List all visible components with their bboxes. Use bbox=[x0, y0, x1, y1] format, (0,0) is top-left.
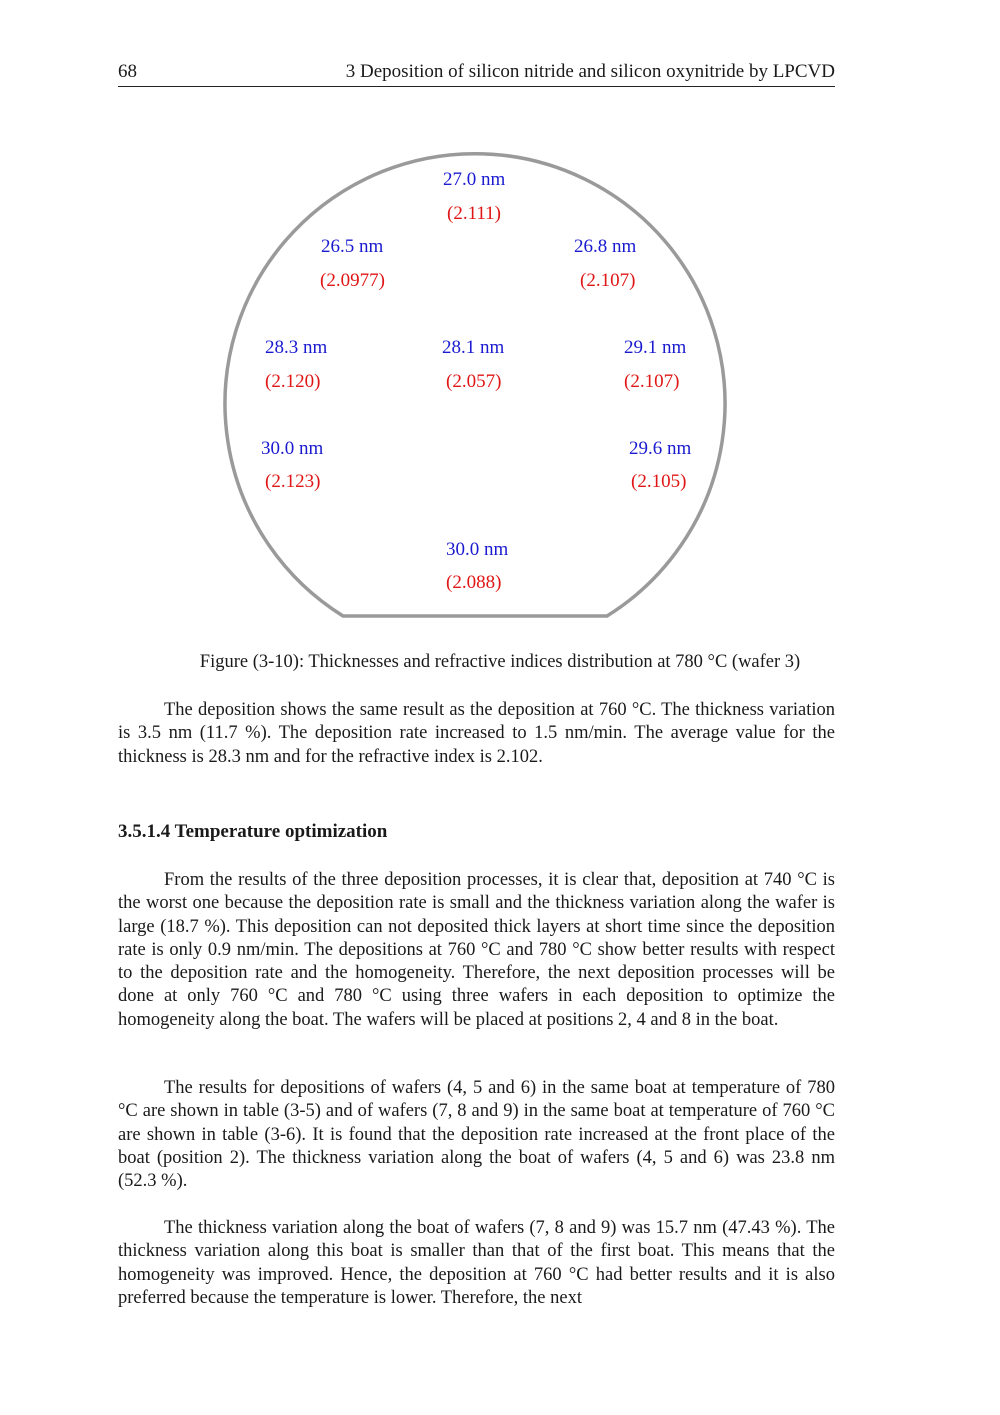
point-bottom-thickness: 30.0 nm bbox=[446, 539, 509, 560]
point-upper-left-index: (2.0977) bbox=[320, 270, 385, 291]
figure-caption: Figure (3-10): Thicknesses and refractive indices distribution at 780 °C (wafer 3) bbox=[199, 652, 801, 672]
point-lower-left-thickness: 30.0 nm bbox=[261, 438, 324, 459]
point-center-index: (2.057) bbox=[446, 371, 502, 392]
point-top-index: (2.111) bbox=[447, 203, 501, 224]
point-lower-left-index: (2.123) bbox=[265, 471, 321, 492]
paragraph-boat-results: The results for depositions of wafers (4, 5 and 6) in the same boat at temperature of 780 °C are shown in table (3-5) and of wafers (7, 8 and 9) in the same boat at temperature of 760 °C are shown in table (3-6). It is found that the deposition rate increased at the front place of the boat (position 2). The thickness variation along the boat of wafers (4, 5 and 6) was 23.8 nm (52.3 %). bbox=[118, 1078, 835, 1192]
point-mid-right-index: (2.107) bbox=[624, 371, 680, 392]
page-header bbox=[118, 58, 835, 87]
point-upper-left-thickness: 26.5 nm bbox=[321, 236, 384, 257]
running-title: 3 Deposition of silicon nitride and silicon oxynitride by LPCVD bbox=[345, 61, 835, 82]
point-upper-right-thickness: 26.8 nm bbox=[574, 236, 637, 257]
point-top-thickness: 27.0 nm bbox=[443, 169, 506, 190]
point-upper-right-index: (2.107) bbox=[580, 270, 636, 291]
point-mid-right-thickness: 29.1 nm bbox=[624, 337, 687, 358]
point-bottom-index: (2.088) bbox=[446, 572, 502, 593]
paragraph-temperature-optimization: From the results of the three deposition processes, it is clear that, deposition at 740 °C is the worst one because the deposition rate is small and the thickness variation along the wafer is large (18.7 %). This deposition can not deposited thick layers at short time since the deposition rate is only 0.9 nm/min. The depositions at 760 °C and 780 °C show better results with respect to the deposition rate and the homogeneity. Therefore, the next deposition processes will be done at only 760 °C and 780 °C using three wafers in each deposition to optimize the homogeneity along the boat. The wafers will be placed at positions 2, 4 and 8 in the boat. bbox=[118, 870, 835, 1030]
point-lower-right-thickness: 29.6 nm bbox=[629, 438, 692, 459]
paragraph-boat-comparison: The thickness variation along the boat of wafers (7, 8 and 9) was 15.7 nm (47.43 %). The thickness variation along this boat is smaller than that of the first boat. This means that the homogeneity was improved. Hence, the deposition at 760 °C had better results and it is also preferred because the temperature is lower. Therefore, the next bbox=[118, 1218, 835, 1308]
section-heading: 3.5.1.4 Temperature optimization bbox=[118, 821, 388, 842]
paragraph-deposition-result: The deposition shows the same result as the deposition at 760 °C. The thickness variation is 3.5 nm (11.7 %). The deposition rate increased to 1.5 nm/min. The average value for the thickness is 28.3 nm and for the refractive index is 2.102. bbox=[118, 700, 835, 767]
point-lower-right-index: (2.105) bbox=[631, 471, 687, 492]
page-number: 68 bbox=[118, 61, 137, 82]
point-mid-left-thickness: 28.3 nm bbox=[265, 337, 328, 358]
point-center-thickness: 28.1 nm bbox=[442, 337, 505, 358]
point-mid-left-index: (2.120) bbox=[265, 371, 321, 392]
